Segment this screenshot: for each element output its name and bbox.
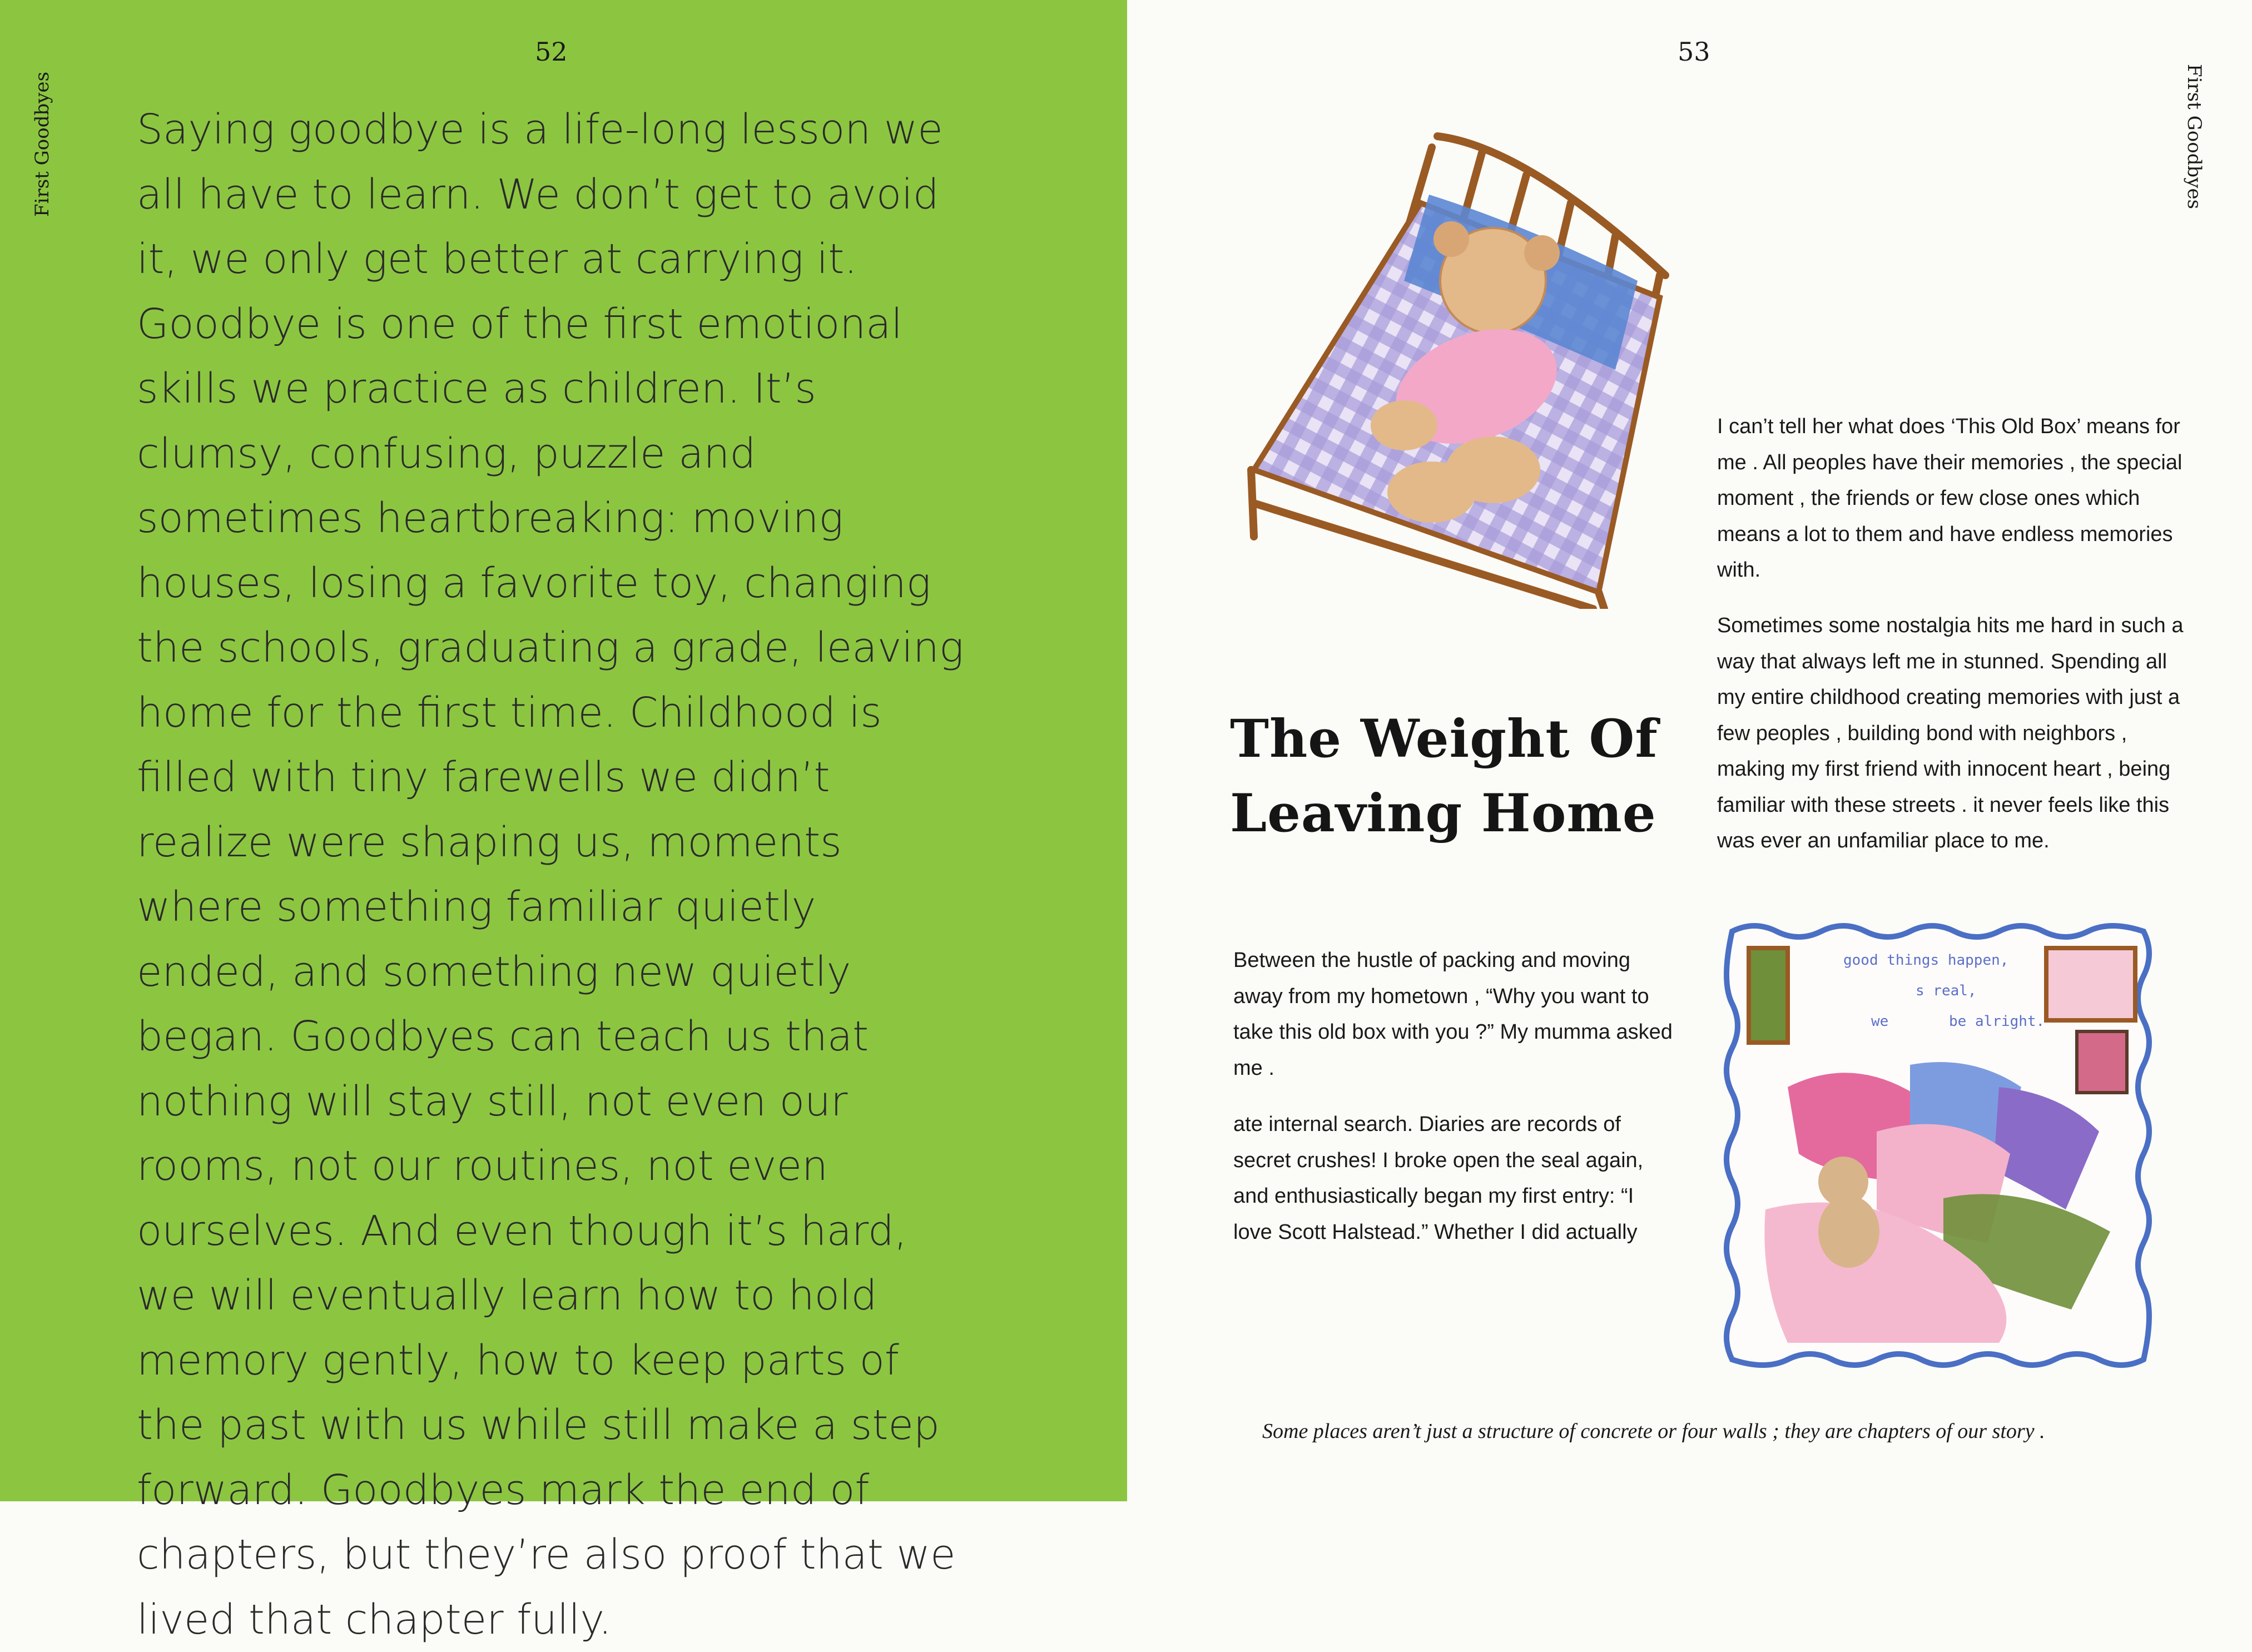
wall-text-line-3: be alright. bbox=[1949, 1013, 2045, 1030]
paragraph-top-1: I can’t tell her what does ‘This Old Box’ means for me . All peoples have their memories , the special moment , the friends or few close ones which means a lot to them and have endless memories with. bbox=[1717, 415, 2182, 582]
paragraph-left-2: ate internal search. Diaries are records of secret crushes! I broke open the seal again, and enthusiastically began my first entry: “I love Scott Halstead.” Whether I did actually bbox=[1233, 1113, 1644, 1244]
right-page-number: 53 bbox=[1678, 37, 1710, 67]
wall-text-word: we bbox=[1871, 1013, 1889, 1030]
wall-text-line-2: s real, bbox=[1916, 983, 1977, 999]
left-body-text: Saying goodbye is a life-long lesson we all have to learn. We don’t get to avoid it, we only get better at carrying it. Goodbye is one of the first emotional skills we practice as children. It’s clumsy, confusing, puzzle and sometimes heartbreaking: moving houses, losing a favorite toy, changing the schools, graduating a grade, leaving home for the first time. Childhood is filled with tiny farewells we didn’t realize were shaping us, moments where something familiar quietly ended, and something new quietly began. Goodbyes can teach us that nothing will stay still, not even our rooms, not our routines, not even ourselves. And even though it’s hard, we will eventually learn how to hold memory gently, how to keep parts of the past with us while still make a step forward. Goodbyes mark the end of chapters, but they’re also proof that we lived that chapter fully. bbox=[137, 106, 964, 1644]
right-running-head: First Goodbyes bbox=[2183, 64, 2205, 210]
bear-in-bed-illustration bbox=[1237, 114, 1693, 609]
left-running-head: First Goodbyes bbox=[31, 71, 53, 217]
cozy-bedroom-illustration bbox=[1710, 920, 2166, 1382]
left-page-number: 52 bbox=[535, 37, 568, 67]
paragraph-top-2: Sometimes some nostalgia hits me hard in such a way that always left me in stunned. Spending all my entire childhood creating memories with just a few peoples , building bond with neighbors , making my first friend with innocent heart , being familiar with these streets . it never feels like this was ever an unfamiliar place to me. bbox=[1717, 614, 2184, 852]
title-line-2: Leaving Home bbox=[1230, 783, 1656, 844]
pull-quote: Some places aren’t just a structure of concrete or four walls ; they are chapters of our story . bbox=[1262, 1420, 2045, 1443]
title-line-1: The Weight Of bbox=[1230, 708, 1658, 770]
paragraph-left-1: Between the hustle of packing and moving away from my hometown , “Why you want to take this old box with you ?” My mumma asked me . bbox=[1233, 949, 1673, 1080]
wall-text-line-1: good things happen, bbox=[1843, 952, 2009, 969]
article-title bbox=[1230, 702, 1719, 851]
